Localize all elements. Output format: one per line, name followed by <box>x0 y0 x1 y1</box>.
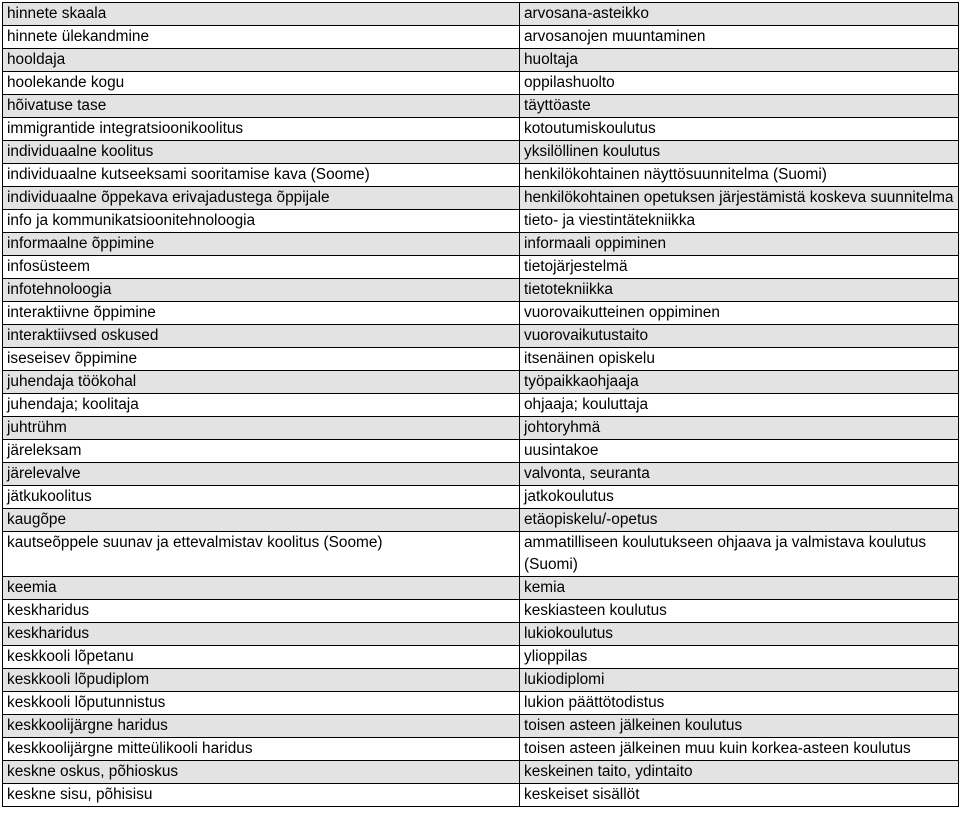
estonian-term: keskkooli lõpetanu <box>3 646 520 669</box>
finnish-term: keskiasteen koulutus <box>520 600 959 623</box>
finnish-term: kemia <box>520 577 959 600</box>
glossary-row <box>3 26 959 49</box>
glossary-row <box>3 141 959 164</box>
estonian-term: keskharidus <box>3 600 520 623</box>
glossary-row <box>3 394 959 417</box>
glossary-row <box>3 715 959 738</box>
glossary-row <box>3 761 959 784</box>
estonian-term: infosüsteem <box>3 256 520 279</box>
estonian-term: järelevalve <box>3 463 520 486</box>
glossary-row <box>3 72 959 95</box>
glossary-row <box>3 371 959 394</box>
estonian-term: keskharidus <box>3 623 520 646</box>
finnish-term: etäopiskelu/-opetus <box>520 509 959 532</box>
estonian-term: juhtrühm <box>3 417 520 440</box>
estonian-term: individuaalne õppekava erivajadustega õppijale <box>3 187 520 210</box>
glossary-row <box>3 325 959 348</box>
estonian-term: individuaalne kutseeksami sooritamise kava (Soome) <box>3 164 520 187</box>
finnish-term: uusintakoe <box>520 440 959 463</box>
estonian-term: keskkooli lõpudiplom <box>3 669 520 692</box>
estonian-term: interaktiivsed oskused <box>3 325 520 348</box>
estonian-term: individuaalne koolitus <box>3 141 520 164</box>
estonian-term: keskne sisu, põhisisu <box>3 784 520 807</box>
finnish-term: tietotekniikka <box>520 279 959 302</box>
finnish-term: työpaikkaohjaaja <box>520 371 959 394</box>
finnish-term: kotoutumiskoulutus <box>520 118 959 141</box>
glossary-row <box>3 784 959 807</box>
finnish-term: keskeiset sisällöt <box>520 784 959 807</box>
finnish-term: vuorovaikutustaito <box>520 325 959 348</box>
glossary-table <box>2 2 959 807</box>
finnish-term: jatkokoulutus <box>520 486 959 509</box>
glossary-row <box>3 256 959 279</box>
glossary-row <box>3 164 959 187</box>
glossary-row <box>3 233 959 256</box>
finnish-term: henkilökohtainen opetuksen järjestämistä koskeva suunnitelma <box>520 187 959 210</box>
finnish-term: ammatilliseen koulutukseen ohjaava ja valmistava koulutus (Suomi) <box>520 532 959 577</box>
finnish-term: toisen asteen jälkeinen muu kuin korkea-asteen koulutus <box>520 738 959 761</box>
glossary-row <box>3 463 959 486</box>
finnish-term: tietojärjestelmä <box>520 256 959 279</box>
glossary-row <box>3 486 959 509</box>
finnish-term: ohjaaja; kouluttaja <box>520 394 959 417</box>
glossary-row <box>3 348 959 371</box>
glossary-row <box>3 623 959 646</box>
glossary-row <box>3 738 959 761</box>
estonian-term: keemia <box>3 577 520 600</box>
glossary-row <box>3 669 959 692</box>
finnish-term: lukiokoulutus <box>520 623 959 646</box>
finnish-term: vuorovaikutteinen oppiminen <box>520 302 959 325</box>
estonian-term: hõivatuse tase <box>3 95 520 118</box>
finnish-term: itsenäinen opiskelu <box>520 348 959 371</box>
estonian-term: kaugõpe <box>3 509 520 532</box>
estonian-term: hinnete ülekandmine <box>3 26 520 49</box>
finnish-term: lukiodiplomi <box>520 669 959 692</box>
glossary-row <box>3 440 959 463</box>
estonian-term: järeleksam <box>3 440 520 463</box>
glossary-page <box>2 2 958 807</box>
finnish-term: keskeinen taito, ydintaito <box>520 761 959 784</box>
glossary-row <box>3 692 959 715</box>
glossary-row <box>3 210 959 233</box>
finnish-term: toisen asteen jälkeinen koulutus <box>520 715 959 738</box>
estonian-term: immigrantide integratsioonikoolitus <box>3 118 520 141</box>
finnish-term: oppilashuolto <box>520 72 959 95</box>
estonian-term: infotehnoloogia <box>3 279 520 302</box>
estonian-term: keskne oskus, põhioskus <box>3 761 520 784</box>
glossary-row <box>3 49 959 72</box>
estonian-term: kautseõppele suunav ja ettevalmistav koolitus (Soome) <box>3 532 520 577</box>
finnish-term: henkilökohtainen näyttösuunnitelma (Suomi) <box>520 164 959 187</box>
estonian-term: juhendaja; koolitaja <box>3 394 520 417</box>
finnish-term: valvonta, seuranta <box>520 463 959 486</box>
estonian-term: interaktiivne õppimine <box>3 302 520 325</box>
glossary-row <box>3 279 959 302</box>
estonian-term: hinnete skaala <box>3 3 520 26</box>
finnish-term: huoltaja <box>520 49 959 72</box>
estonian-term: hooldaja <box>3 49 520 72</box>
glossary-row <box>3 3 959 26</box>
estonian-term: keskkoolijärgne haridus <box>3 715 520 738</box>
glossary-row <box>3 95 959 118</box>
estonian-term: juhendaja töökohal <box>3 371 520 394</box>
estonian-term: informaalne õppimine <box>3 233 520 256</box>
finnish-term: arvosanojen muuntaminen <box>520 26 959 49</box>
glossary-row <box>3 302 959 325</box>
glossary-row <box>3 646 959 669</box>
estonian-term: jätkukoolitus <box>3 486 520 509</box>
glossary-row <box>3 509 959 532</box>
finnish-term: johtoryhmä <box>520 417 959 440</box>
glossary-row <box>3 187 959 210</box>
glossary-row <box>3 600 959 623</box>
finnish-term: arvosana-asteikko <box>520 3 959 26</box>
estonian-term: iseseisev õppimine <box>3 348 520 371</box>
glossary-row <box>3 577 959 600</box>
finnish-term: tieto- ja viestintätekniikka <box>520 210 959 233</box>
estonian-term: keskkooli lõputunnistus <box>3 692 520 715</box>
glossary-row <box>3 532 959 577</box>
finnish-term: ylioppilas <box>520 646 959 669</box>
glossary-body <box>3 3 959 807</box>
glossary-row <box>3 118 959 141</box>
finnish-term: täyttöaste <box>520 95 959 118</box>
estonian-term: info ja kommunikatsioonitehnoloogia <box>3 210 520 233</box>
glossary-row <box>3 417 959 440</box>
finnish-term: yksilöllinen koulutus <box>520 141 959 164</box>
finnish-term: lukion päättötodistus <box>520 692 959 715</box>
finnish-term: informaali oppiminen <box>520 233 959 256</box>
estonian-term: hoolekande kogu <box>3 72 520 95</box>
estonian-term: keskkoolijärgne mitteülikooli haridus <box>3 738 520 761</box>
